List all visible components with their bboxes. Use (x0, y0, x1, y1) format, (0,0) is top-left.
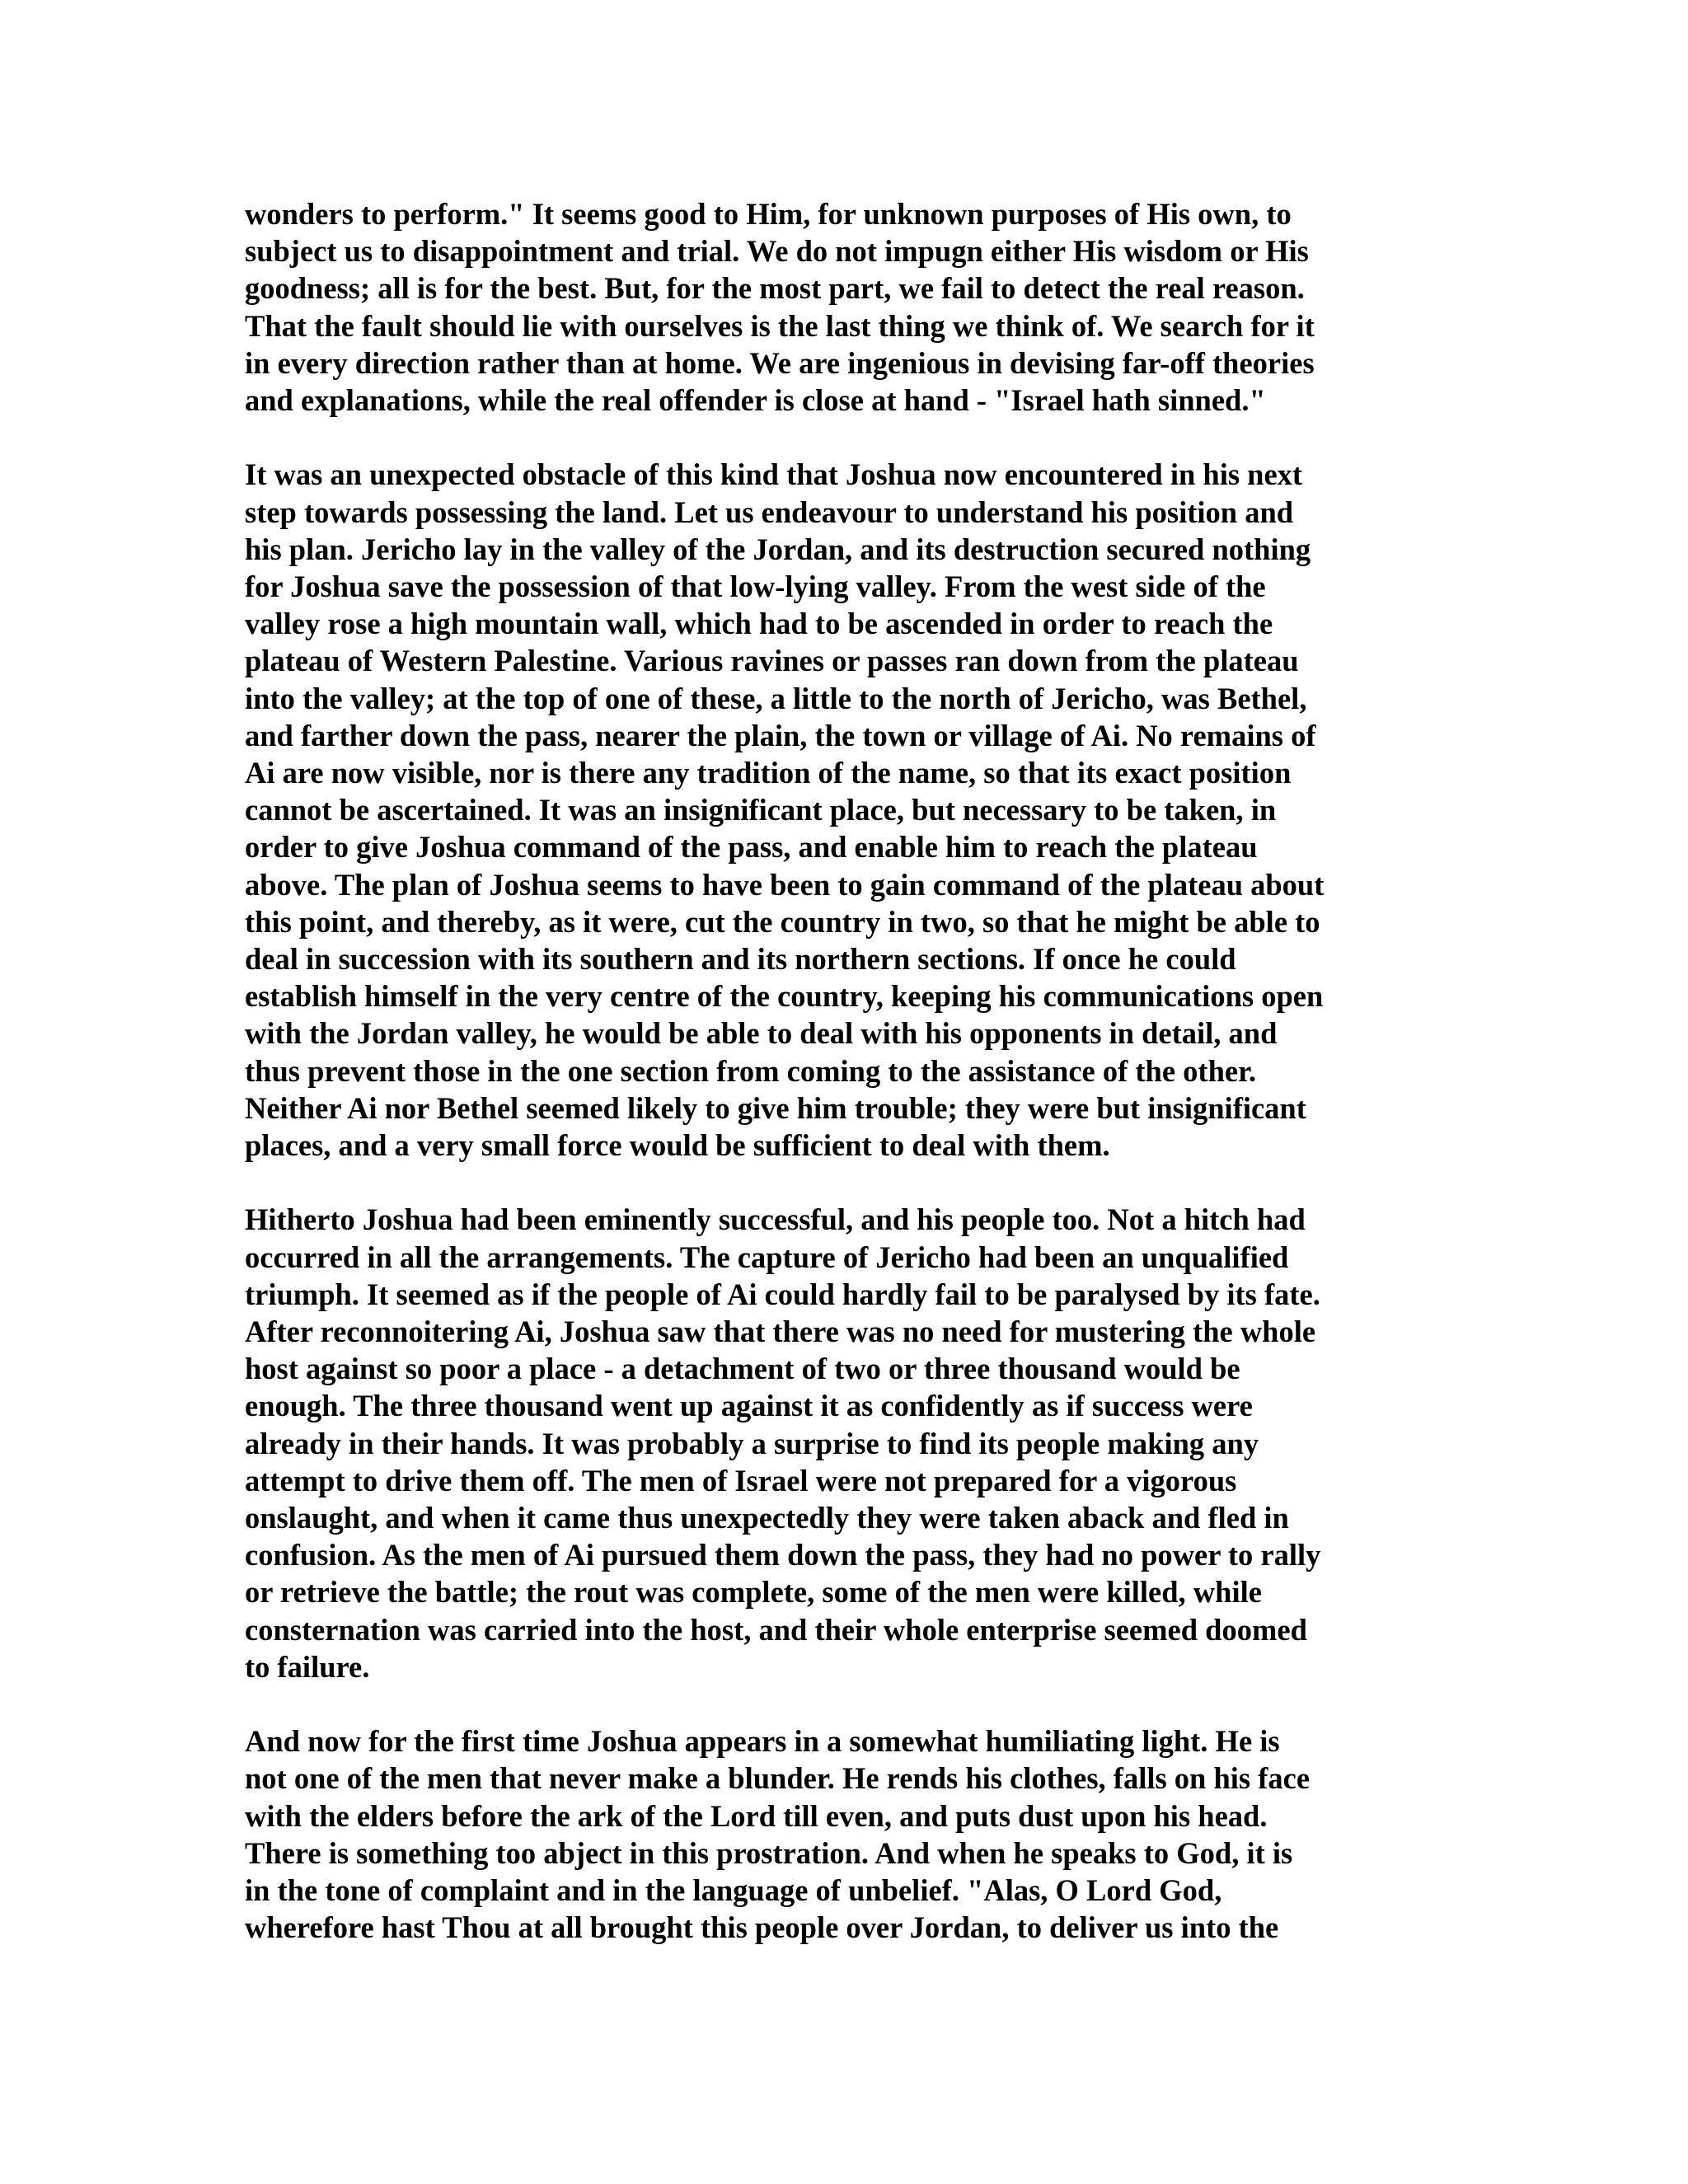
text-line: step towards possessing the land. Let us endeavour to understand his position and (245, 494, 1294, 529)
text-line: triumph. It seemed as if the people of Ai could hardly fail to be paralysed by its fate. (245, 1277, 1320, 1311)
text-line: valley rose a high mountain wall, which had to be ascended in order to reach the (245, 607, 1273, 641)
text-line: and explanations, while the real offender is close at hand - "Israel hath sinned." (245, 383, 1266, 418)
text-line: with the elders before the ark of the Lord till even, and puts dust upon his head. (245, 1798, 1268, 1833)
text-line: host against so poor a place - a detachment of two or three thousand would be (245, 1352, 1240, 1386)
text-line: Hitherto Joshua had been eminently successful, and his people too. Not a hitch had (245, 1202, 1306, 1237)
text-line: That the fault should lie with ourselves is the last thing we think of. We search for it (245, 308, 1315, 343)
text-line: or retrieve the battle; the rout was complete, some of the men were killed, while (245, 1575, 1262, 1610)
text-line: deal in succession with its southern and its northern sections. If once he could (245, 942, 1236, 977)
text-line: into the valley; at the top of one of these, a little to the north of Jericho, was Bethel, (245, 681, 1307, 715)
text-line: cannot be ascertained. It was an insignificant place, but necessary to be taken, in (245, 793, 1277, 827)
text-line: places, and a very small force would be sufficient to deal with them. (245, 1128, 1110, 1163)
text-line: And now for the first time Joshua appears in a somewhat humiliating light. He is (245, 1724, 1280, 1759)
text-line: with the Jordan valley, he would be able to deal with his opponents in detail, and (245, 1016, 1278, 1051)
text-line: thus prevent those in the one section from coming to the assistance of the other. (245, 1053, 1257, 1088)
text-line: confusion. As the men of Ai pursued them down the pass, they had no power to rally (245, 1538, 1321, 1572)
text-line: not one of the men that never make a blunder. He rends his clothes, falls on his face (245, 1761, 1311, 1796)
text-line: occurred in all the arrangements. The capture of Jericho had been an unqualified (245, 1240, 1289, 1274)
document-page (245, 195, 1456, 1984)
text-line: It was an unexpected obstacle of this kind that Joshua now encountered in his next (245, 457, 1303, 492)
text-line: Neither Ai nor Bethel seemed likely to give him trouble; they were but insignificant (245, 1090, 1306, 1125)
paragraph (245, 1722, 1456, 1946)
text-line: goodness; all is for the best. But, for the most part, we fail to detect the real reason. (245, 271, 1305, 306)
text-line: consternation was carried into the host, and their whole enterprise seemed doomed (245, 1612, 1307, 1647)
text-line: above. The plan of Joshua seems to have been to gain command of the plateau about (245, 867, 1325, 902)
text-line: in the tone of complaint and in the language of unbelief. "Alas, O Lord God, (245, 1873, 1222, 1908)
text-line: establish himself in the very centre of the country, keeping his communications open (245, 979, 1324, 1014)
text-line: for Joshua save the possession of that low-lying valley. From the west side of the (245, 569, 1266, 604)
text-line: onslaught, and when it came thus unexpectedly they were taken aback and fled in (245, 1501, 1289, 1535)
text-line: subject us to disappointment and trial. We do not impugn either His wisdom or His (245, 234, 1309, 269)
text-line: Ai are now visible, nor is there any tradition of the name, so that its exact position (245, 756, 1292, 790)
text-line: wherefore hast Thou at all brought this people over Jordan, to deliver us into the (245, 1910, 1279, 1945)
text-line: order to give Joshua command of the pass, and enable him to reach the plateau (245, 830, 1258, 865)
text-line: already in their hands. It was probably a surprise to find its people making any (245, 1426, 1259, 1460)
text-line: and farther down the pass, nearer the plain, the town or village of Ai. No remains of (245, 718, 1316, 752)
text-line: There is something too abject in this prostration. And when he speaks to God, it is (245, 1835, 1293, 1870)
text-line: his plan. Jericho lay in the valley of the Jordan, and its destruction secured nothing (245, 532, 1311, 566)
text-line: enough. The three thousand went up against it as confidently as if success were (245, 1389, 1253, 1423)
paragraph (245, 195, 1456, 419)
text-line: plateau of Western Palestine. Various ravines or passes ran down from the plateau (245, 644, 1299, 678)
paragraph (245, 1201, 1456, 1685)
text-line: wonders to perform." It seems good to Him, for unknown purposes of His own, to (245, 197, 1292, 231)
text-line: to failure. (245, 1649, 370, 1684)
text-line: attempt to drive them off. The men of Israel were not prepared for a vigorous (245, 1463, 1237, 1497)
text-line: in every direction rather than at home. We are ingenious in devising far-off theories (245, 345, 1315, 380)
text-line: this point, and thereby, as it were, cut the country in two, so that he might be able to (245, 904, 1320, 939)
paragraph (245, 456, 1456, 1164)
text-line: After reconnoitering Ai, Joshua saw that there was no need for mustering the whole (245, 1315, 1316, 1349)
